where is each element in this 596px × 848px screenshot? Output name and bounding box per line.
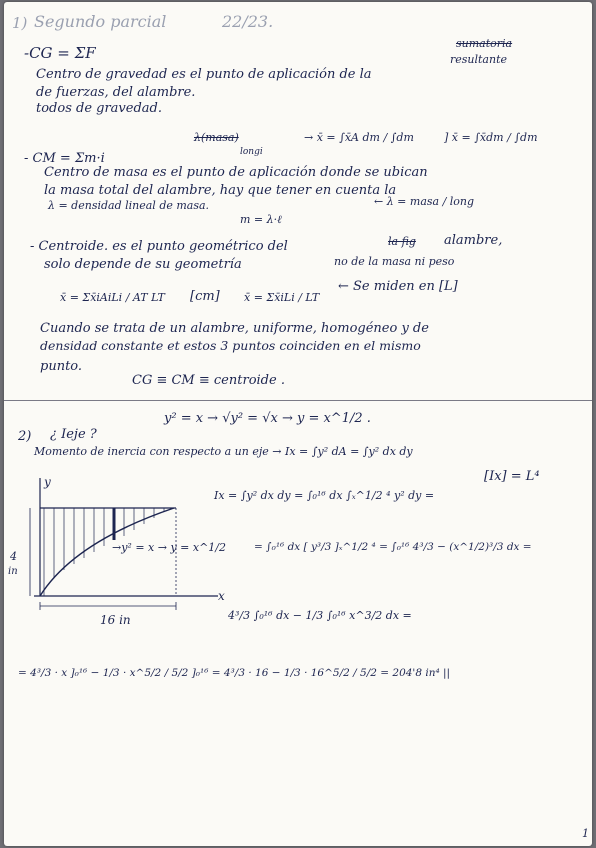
centroid-line-2: solo depende de su geometría xyxy=(44,257,242,272)
cg-definition: -CG = ΣF xyxy=(24,44,96,62)
cm-longi: longi xyxy=(240,147,263,157)
cm-line-1: Centro de masa es el punto de aplicación donde se ubican xyxy=(44,165,428,180)
integral-step-4: = 4³/3 · x ]₀¹⁶ − 1/3 · x^5/2 / 5/2 ]₀¹⁶ = 4³/3 · 16 − 1/3 · 16^5/2 / 5/2 = 204'8 in⁴ || xyxy=(18,667,451,679)
integral-step-3: 4³/3 ∫₀¹⁶ dx − 1/3 ∫₀¹⁶ x^3/2 dx = xyxy=(228,609,412,622)
cm-definition: - CM = Σm·i xyxy=(24,151,105,166)
centroid-struck: la fig xyxy=(388,235,416,248)
page-number: 1 xyxy=(582,827,589,840)
cm-formula-1: → x̄ = ∫x̄A dm / ∫dm xyxy=(304,131,414,144)
cm-mass-formula: m = λ·ℓ xyxy=(240,213,282,226)
centroid-line-2-end: no de la masa ni peso xyxy=(334,255,455,268)
section-divider xyxy=(4,400,592,401)
notebook-page xyxy=(4,2,592,846)
section-number-1: 1) xyxy=(12,14,28,32)
closing-equivalence: CG ≡ CM ≡ centroide . xyxy=(132,373,285,388)
curve-label: →y² = x → y = x^1/2 xyxy=(112,541,227,554)
cm-formula-2: ] x̄ = ∫x̄dm / ∫dm xyxy=(444,131,538,144)
cg-line-1: Centro de gravedad es el punto de aplicación de la xyxy=(36,67,372,82)
centroid-formula-2: x̄ = Σx̄iLi / LT xyxy=(244,291,320,304)
closing-line-2: densidad constante et estos 3 puntos coinciden en el mismo xyxy=(40,338,421,353)
graph-width-label: 16 in xyxy=(100,613,131,627)
centroid-formula-1: x̄ = Σx̄iAiLi / AT LT xyxy=(60,291,165,304)
page-title: Segundo parcial xyxy=(34,12,167,31)
graph-height-unit: in xyxy=(8,566,18,577)
ix-integral: Ix = ∫y² dx dy = ∫₀¹⁶ dx ∫ₓ^1/2 ⁴ y² dy = xyxy=(214,489,435,502)
cg-line-2: de fuerzas, del alambre. xyxy=(36,85,196,100)
graph-y-label: y xyxy=(44,475,51,489)
section-number-2: 2) xyxy=(18,429,32,444)
cm-lambda-definition: λ = densidad lineal de masa. xyxy=(48,199,210,212)
units-of-ix: [Ix] = L⁴ xyxy=(484,469,540,484)
closing-line-3: punto. xyxy=(40,359,83,374)
question-label: ¿ Ieje ? xyxy=(50,427,97,442)
centroid-line-1-end: alambre, xyxy=(444,233,503,248)
graph-x-label: x xyxy=(218,589,225,603)
integral-step-2: = ∫₀¹⁶ dx [ y³/3 ]ₓ^1/2 ⁴ = ∫₀¹⁶ 4³/3 − (x^1/2)³/3 dx = xyxy=(254,541,532,553)
closing-line-1: Cuando se trata de un alambre, uniforme, homogéneo y de xyxy=(40,321,429,336)
cm-lambda-formula: ← λ = masa / long xyxy=(374,195,475,208)
curve-equation-top: y² = x → √y² = √x → y = x^1/2 . xyxy=(164,411,371,426)
centroid-unit: [cm] xyxy=(190,289,220,304)
cm-line-2: la masa total del alambre, hay que tener en cuenta la xyxy=(44,183,397,198)
graph-height-num: 4 xyxy=(10,550,17,563)
cm-scratch: λ(masa) xyxy=(194,131,239,144)
moment-of-inertia-text: Momento de inercia con respecto a un eje → Ix = ∫y² dA = ∫y² dx dy xyxy=(34,445,413,458)
centroid-note: ← Se miden en [L] xyxy=(338,279,458,294)
cg-resultante: resultante xyxy=(450,53,508,66)
cg-line-3: todos de gravedad. xyxy=(36,101,163,116)
centroid-line-1: - Centroide. es el punto geométrico del xyxy=(30,239,288,254)
cg-struck-word: sumatoria xyxy=(456,37,513,50)
exam-year: 22/23. xyxy=(222,12,274,31)
